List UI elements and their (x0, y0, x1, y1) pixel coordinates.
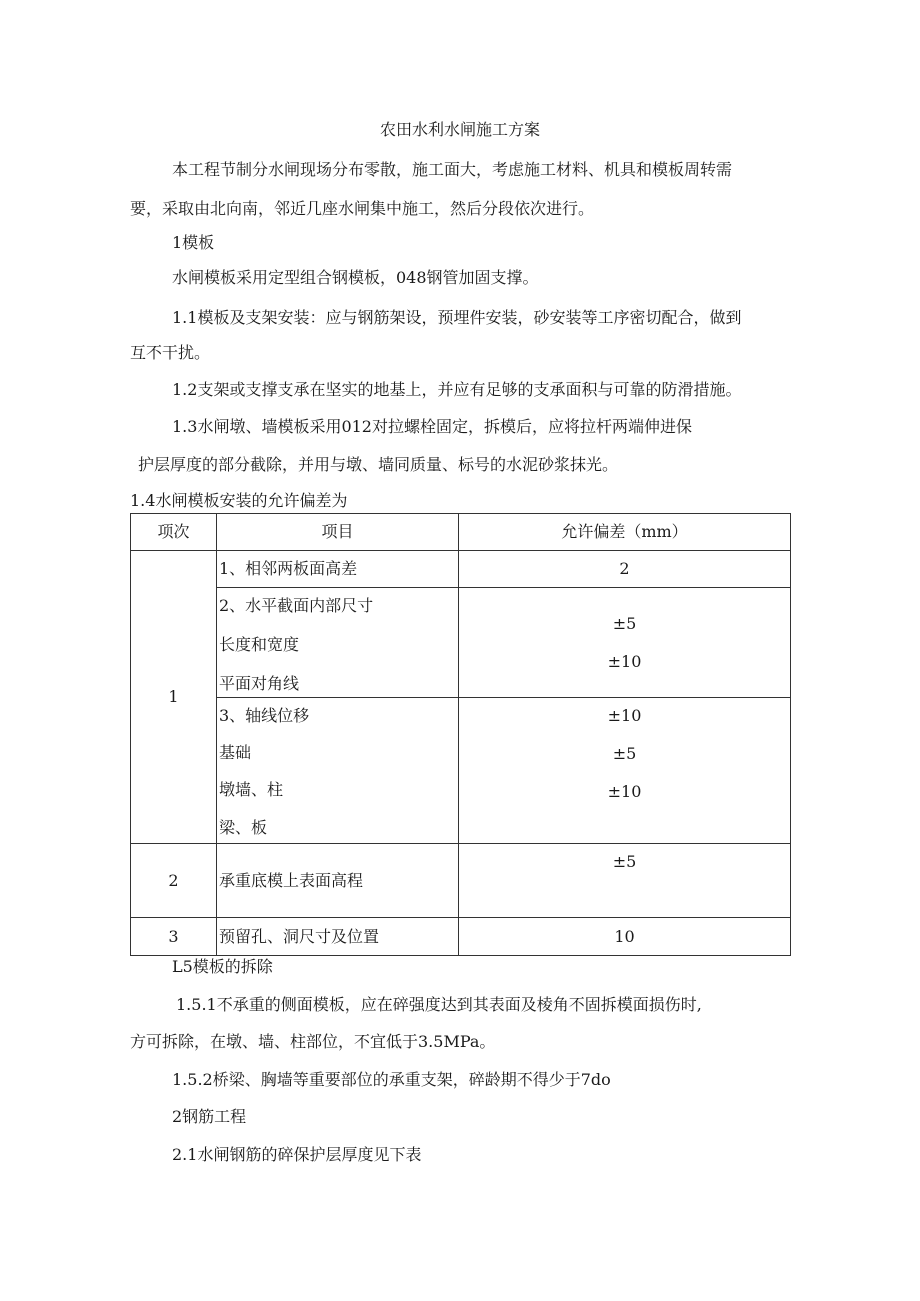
section-2-heading: 2钢筋工程 (172, 1107, 247, 1126)
item-line: 墩墙、柱 (219, 780, 284, 799)
table-row (131, 698, 791, 844)
value-cell (459, 844, 791, 918)
section-1-5-1-line1: 1.5.1不承重的侧面模板，应在碎强度达到其表面及棱角不固拆模面损伤时, (176, 995, 702, 1014)
value-line: ±5 (612, 744, 637, 763)
section-1-5-1-line2: 方可拆除，在墩、墙、柱部位，不宜低于3.5MPa。 (130, 1032, 496, 1051)
value-line: ±10 (607, 782, 642, 801)
item-cell (217, 588, 459, 698)
value-cell (459, 698, 791, 844)
section-2-1: 2.1水闸钢筋的碎保护层厚度见下表 (172, 1145, 422, 1164)
item-line: 平面对角线 (219, 674, 300, 693)
section-1-heading: 1模板 (172, 233, 215, 252)
item-cell: 预留孔、洞尺寸及位置 (217, 918, 459, 956)
section-1-text: 水闸模板采用定型组合钢模板，048钢管加固支撑。 (172, 268, 539, 287)
section-1-5-2: 1.5.2桥梁、胸墙等重要部位的承重支架，碎龄期不得少于7do (172, 1070, 611, 1089)
section-1-3-line2: 护层厚度的部分截除，并用与墩、墙同质量、标号的水泥砂浆抹光。 (138, 455, 619, 474)
table-row (131, 588, 791, 698)
tolerance-table (130, 513, 791, 956)
value-line: ±5 (612, 852, 637, 871)
item-cell (217, 698, 459, 844)
row-number-cell: 3 (131, 918, 217, 956)
item-line: 3、轴线位移 (219, 706, 310, 725)
table-header-row (131, 514, 791, 551)
value-line: ±10 (607, 652, 642, 671)
table-row (131, 918, 791, 956)
item-line: 长度和宽度 (219, 635, 300, 654)
section-1-1-line2: 互不干扰。 (130, 343, 211, 362)
section-1-2: 1.2支架或支撑支承在坚实的地基上，并应有足够的支承面积与可靠的防滑措施。 (172, 380, 742, 399)
section-1-3-line1: 1.3水闸墩、墙模板采用012对拉螺栓固定，拆模后，应将拉杆两端伸进保 (172, 417, 692, 436)
section-1-4-caption: 1.4水闸模板安装的允许偏差为 (130, 491, 348, 510)
item-line: 梁、板 (219, 818, 268, 837)
table-header-cell: 项次 (131, 514, 217, 551)
section-1-5-heading: L5模板的拆除 (172, 957, 273, 976)
item-cell: 承重底模上表面高程 (217, 844, 459, 918)
document-title: 农田水利水闸施工方案 (379, 120, 540, 139)
table-header-cell: 项目 (217, 514, 459, 551)
intro-paragraph-line2: 要，采取由北向南，邻近几座水闸集中施工，然后分段依次进行。 (130, 199, 595, 218)
value-line: ±10 (607, 706, 642, 725)
table-header-cell: 允许偏差（mm） (459, 514, 791, 551)
table-row (131, 551, 791, 588)
item-line: 2、水平截面内部尺寸 (219, 596, 374, 615)
row-number-cell: 1 (131, 551, 217, 844)
item-line: 基础 (219, 743, 252, 762)
value-cell: 10 (459, 918, 791, 956)
row-number-cell: 2 (131, 844, 217, 918)
value-cell: 2 (459, 551, 791, 588)
intro-paragraph-line1: 本工程节制分水闸现场分布零散，施工面大，考虑施工材料、机具和模板周转需 (172, 160, 733, 179)
table-row (131, 844, 791, 918)
value-line: ±5 (612, 614, 637, 633)
item-cell: 1、相邻两板面高差 (217, 551, 459, 588)
section-1-1-line1: 1.1模板及支架安装：应与钢筋架设，预埋件安装，砂安装等工序密切配合，做到 (172, 308, 742, 327)
value-cell (459, 588, 791, 698)
